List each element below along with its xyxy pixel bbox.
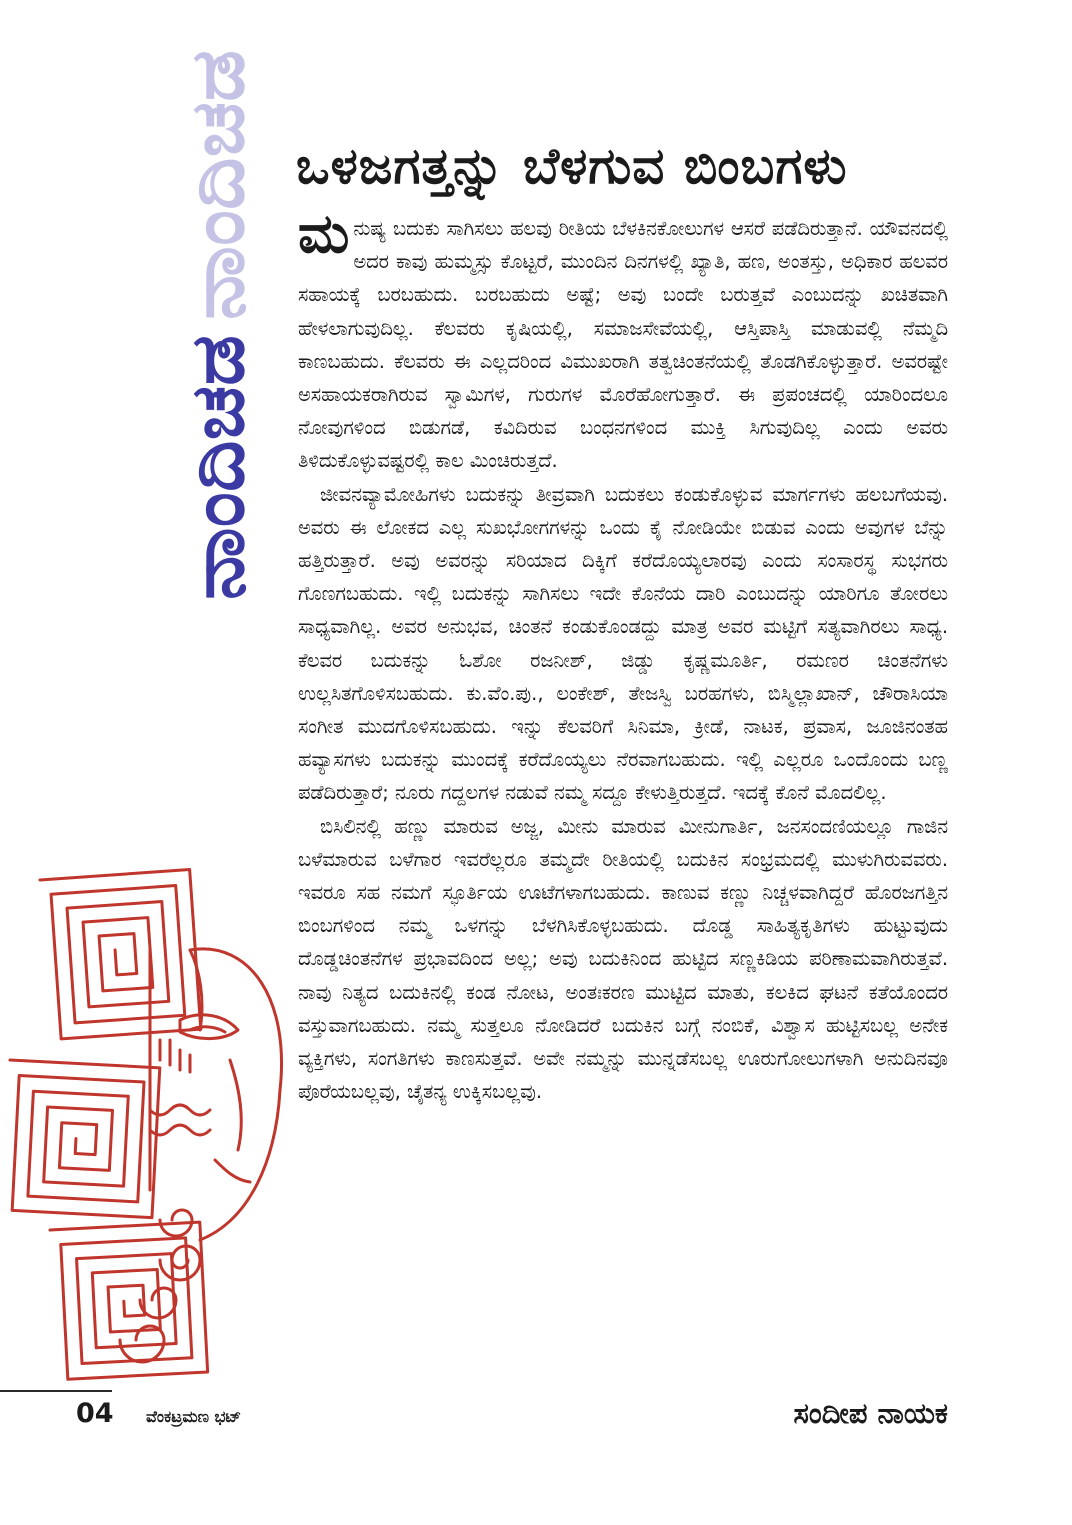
spiral-square (2, 1060, 160, 1218)
spiral-squares-face-illustration (0, 860, 300, 1390)
article-title: ಒಳಜಗತ್ತನ್ನು ಬೆಳಗುವ ಬಿಂಬಗಳು (296, 137, 848, 195)
article-body (298, 202, 948, 1108)
author-name: ಸಂದೀಪ ನಾಯಕ (793, 1396, 948, 1430)
article-paragraph-text: ನುಷ್ಯ ಬದುಕು ಸಾಗಿಸಲು ಹಲವು ರೀತಿಯ ಬೆಳಕಿನಕೋಲುಗಳ ಆಸರೆ ಪಡೆದಿರುತ್ತಾನೆ. ಯೌವನದಲ್ಲಿ ಅದರ ಕಾವು ಹುಮ್ಮಸ್ಸು ಕೊಟ್ಟರೆ, ಮುಂದಿನ ದಿನಗಳಲ್ಲಿ ಖ್ಯಾತಿ, ಹಣ, ಅಂತಸ್ತು, ಅಧಿಕಾರ ಹಲವರ ಸಹಾಯಕ್ಕೆ ಬರಬಹುದು. ಬರಬಹುದು ಅಷ್ಟೆ; ಅವು ಬಂದೇ ಬರುತ್ತವೆ ಎಂಬುದನ್ನು ಖಚಿತವಾಗಿ ಹೇಳಲಾಗುವುದಿಲ್ಲ. ಕೆಲವರು ಕೃಷಿಯಲ್ಲಿ, ಸಮಾಜಸೇವೆಯಲ್ಲಿ, ಆಸ್ತಿಪಾಸ್ತಿ ಮಾಡುವಲ್ಲಿ ನೆಮ್ಮದಿ ಕಾಣಬಹುದು. ಕೆಲವರು ಈ ಎಲ್ಲದರಿಂದ ವಿಮುಖರಾಗಿ ತತ್ವಚಿಂತನೆಯಲ್ಲಿ ತೊಡಗಿಕೊಳ್ಳುತ್ತಾರೆ. ಅವರಷ್ಟೇ ಅಸಹಾಯಕರಾಗಿರುವ ಸ್ವಾಮಿಗಳ, ಗುರುಗಳ ಮೊರೆಹೋಗುತ್ತಾರೆ. ಈ ಪ್ರಪಂಚದಲ್ಲಿ ಯಾರಿಂದಲೂ ನೋವುಗಳಿಂದ ಬಿಡುಗಡೆ, ಕವಿದಿರುವ ಬಂಧನಗಳಿಂದ ಮುಕ್ತಿ ಸಿಗುವುದಿಲ್ಲ ಎಂದು ಅವರು ತಿಳಿದುಕೊಳ್ಳುವಷ್ಟರಲ್ಲಿ ಕಾಲ ಮಿಂಚಿರುತ್ತದೆ. (298, 217, 948, 473)
article-paragraph (298, 202, 948, 478)
illustrator-credit: ವೆಂಕಟ್ರಮಣ ಭಟ್ (146, 1407, 242, 1426)
spiral-square (40, 870, 201, 1040)
section-title-vertical (175, 40, 265, 600)
article-paragraph: ಬಿಸಿಲಿನಲ್ಲಿ ಹಣ್ಣು ಮಾರುವ ಅಜ್ಜ, ಮೀನು ಮಾರುವ ಮೀನುಗಾರ್ತಿ, ಜನಸಂದಣಿಯಲ್ಲೂ ಗಾಜಿನ ಬಳೆಮಾರುವ ಬಳೆಗಾರ ಇವರೆಲ್ಲರೂ ತಮ್ಮದೇ ರೀತಿಯಲ್ಲಿ ಬದುಕಿನ ಸಂಭ್ರಮದಲ್ಲಿ ಮುಳುಗಿರುವವರು. ಇವರೂ ಸಹ ನಮಗೆ ಸ್ಫೂರ್ತಿಯ ಊಟೆಗಳಾಗಬಹುದು. ಕಾಣುವ ಕಣ್ಣು ನಿಚ್ಚಳವಾಗಿದ್ದರೆ ಹೊರಜಗತ್ತಿನ ಬಿಂಬಗಳಿಂದ ನಮ್ಮ ಒಳಗನ್ನು ಬೆಳಗಿಸಿಕೊಳ್ಳಬಹುದು. ದೊಡ್ಡ ಸಾಹಿತ್ಯಕೃತಿಗಳು ಹುಟ್ಟುವುದು ದೊಡ್ಡಚಿಂತನೆಗಳ ಪ್ರಭಾವದಿಂದ ಅಲ್ಲ; ಅವು ಬದುಕಿನಿಂದ ಹುಟ್ಟಿದ ಸಣ್ಣಕಿಡಿಯ ಪರಿಣಾಮವಾಗಿರುತ್ತವೆ. ನಾವು ನಿತ್ಯದ ಬದುಕಿನಲ್ಲಿ ಕಂಡ ನೋಟ, ಅಂತಃಕರಣ ಮುಟ್ಟಿದ ಮಾತು, ಕಲಕಿದ ಘಟನೆ ಕತೆಯೊಂದರ ವಸ್ತುವಾಗಬಹುದು. ನಮ್ಮ ಸುತ್ತಲೂ ನೋಡಿದರೆ ಬದುಕಿನ ಬಗ್ಗೆ ನಂಬಿಕೆ, ವಿಶ್ವಾಸ ಹುಟ್ಟಿಸಬಲ್ಲ ಅನೇಕ ವ್ಯಕ್ತಿಗಳು, ಸಂಗತಿಗಳು ಕಾಣಸುತ್ತವೆ. ಅವೇ ನಮ್ಮನ್ನು ಮುನ್ನಡೆಸಬಲ್ಲ ಊರುಗೋಲುಗಳಾಗಿ ಅನುದಿನವೂ ಪೊರೆಯಬಲ್ಲವು, ಚೈತನ್ಯ ಉಕ್ಕಿಸಬಲ್ಲವು. (298, 814, 948, 1104)
page-number: 04 (76, 1398, 114, 1429)
section-title-light: ನಾಂದಿಚಡ (175, 74, 261, 320)
section-title-svg (175, 40, 265, 600)
footer-rule (0, 1390, 112, 1392)
section-title-dark: ನಾಂದಿಚಡ (175, 354, 261, 600)
drop-cap: ಮ (298, 202, 350, 265)
article-paragraph: ಜೀವನವ್ಯಾಮೋಹಿಗಳು ಬದುಕನ್ನು ತೀವ್ರವಾಗಿ ಬದುಕಲು ಕಂಡುಕೊಳ್ಳುವ ಮಾರ್ಗಗಳು ಹಲಬಗೆಯವು. ಅವರು ಈ ಲೋಕದ ಎಲ್ಲ ಸುಖಭೋಗಗಳನ್ನು ಒಂದು ಕೈ ನೋಡಿಯೇ ಬಿಡುವ ಎಂದು ಅವುಗಳ ಬೆನ್ನು ಹತ್ತಿರುತ್ತಾರೆ. ಅವು ಅವರನ್ನು ಸರಿಯಾದ ದಿಕ್ಕಿಗೆ ಕರೆದೊಯ್ಯಲಾರವು ಎಂದು ಸಂಸಾರಸ್ಥ ಸುಭಗರು ಗೊಣಗಬಹುದು. ಇಲ್ಲಿ ಬದುಕನ್ನು ಸಾಗಿಸಲು ಇದೇ ಕೊನೆಯ ದಾರಿ ಎಂಬುದನ್ನು ಯಾರಿಗೂ ತೋರಲು ಸಾಧ್ಯವಾಗಿಲ್ಲ. ಅವರ ಅನುಭವ, ಚಿಂತನೆ ಕಂಡುಕೊಂಡದ್ದು ಮಾತ್ರ ಅವರ ಮಟ್ಟಿಗೆ ಸತ್ಯವಾಗಿರಲು ಸಾಧ್ಯ. ಕೆಲವರ ಬದುಕನ್ನು ಓಶೋ ರಜನೀಶ್, ಜಿಡ್ಡು ಕೃಷ್ಣಮೂರ್ತಿ, ರಮಣರ ಚಿಂತನೆಗಳು ಉಲ್ಲಸಿತಗೊಳಿಸಬಹುದು. ಕು.ವೆಂ.ಪು., ಲಂಕೇಶ್, ತೇಜಸ್ವಿ ಬರಹಗಳು, ಬಿಸ್ಮಿಲ್ಲಾಖಾನ್, ಚೌರಾಸಿಯಾ ಸಂಗೀತ ಮುದಗೊಳಿಸಬಹುದು. ಇನ್ನು ಕೆಲವರಿಗೆ ಸಿನಿಮಾ, ಕ್ರೀಡೆ, ನಾಟಕ, ಪ್ರವಾಸ, ಜೂಜಿನಂತಹ ಹವ್ಯಾಸಗಳು ಬದುಕನ್ನು ಮುಂದಕ್ಕೆ ಕರೆದೊಯ್ಯಲು ನೆರವಾಗಬಹುದು. ಇಲ್ಲಿ ಎಲ್ಲರೂ ಒಂದೊಂದು ಬಣ್ಣ ಪಡೆದಿರುತ್ತಾರೆ; ನೂರು ಗದ್ದಲಗಳ ನಡುವೆ ನಮ್ಮ ಸದ್ದೂ ಕೇಳುತ್ತಿರುತ್ತದೆ. ಇದಕ್ಕೆ ಕೊನೆ ಮೊದಲಿಲ್ಲ. (298, 482, 948, 805)
